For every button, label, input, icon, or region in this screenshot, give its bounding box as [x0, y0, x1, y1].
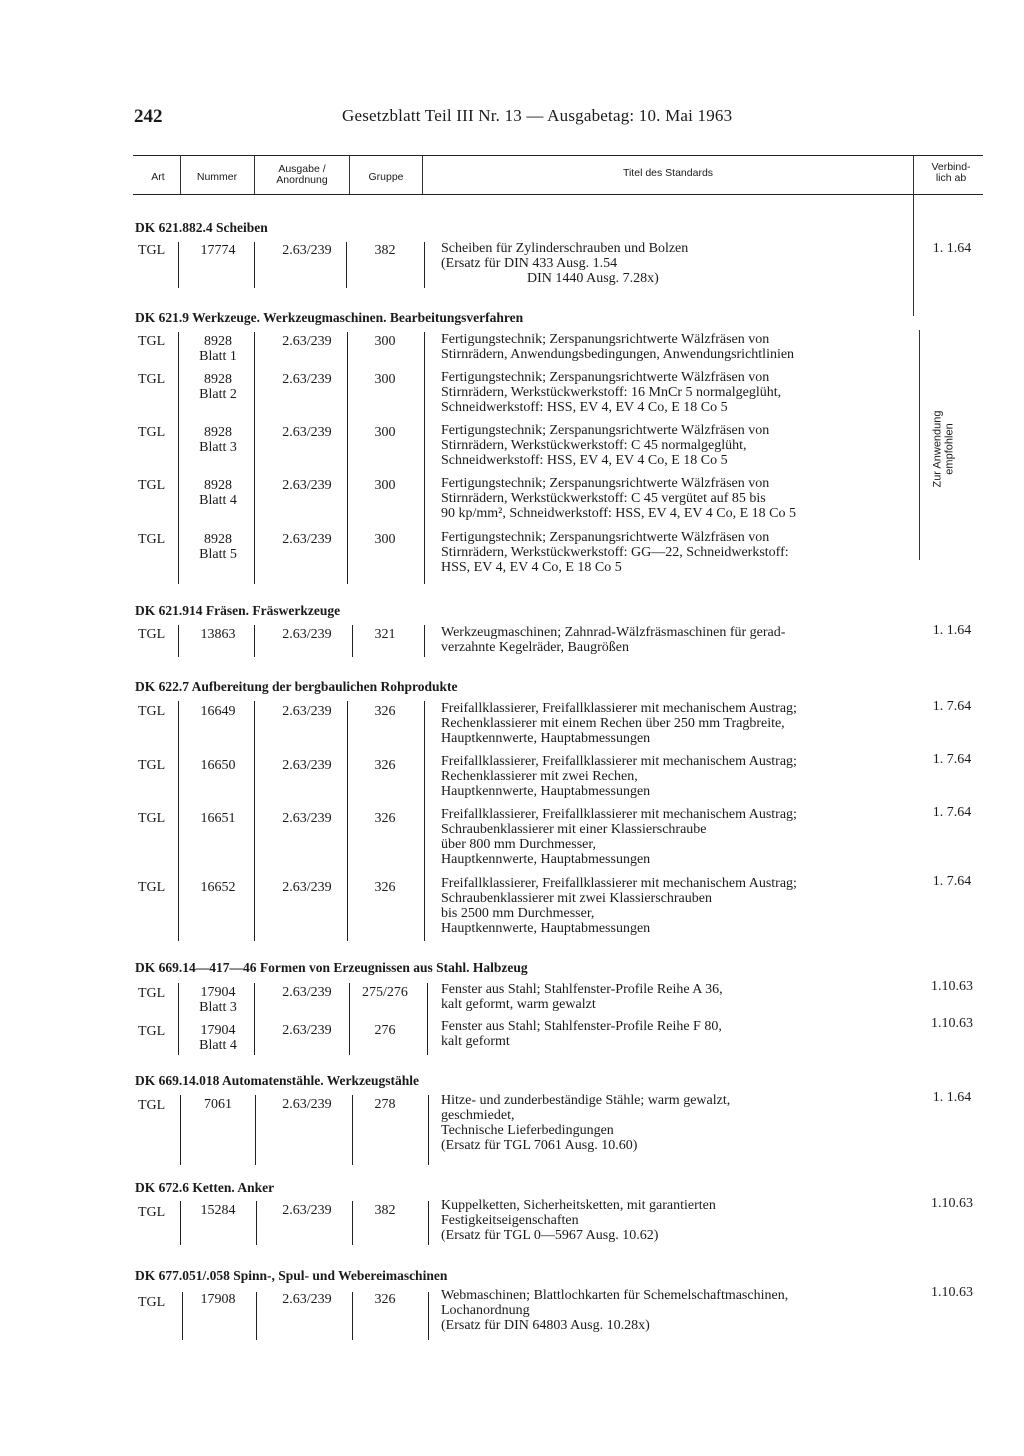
titel-line: Fenster aus Stahl; Stahlfenster-Profile Reihe F 80, [441, 1019, 722, 1034]
row-divider [352, 1095, 353, 1165]
row-divider [424, 625, 425, 657]
cell-gruppe: 382 [374, 1203, 396, 1218]
cell-verbindlich: 1. 7.64 [932, 874, 972, 889]
section-heading: DK 622.7 Aufbereitung der bergbaulichen Rohprodukte [135, 679, 458, 694]
row-divider [256, 1292, 257, 1340]
titel-line: bis 2500 mm Durchmesser, [441, 906, 595, 921]
cell-nummer: 17908 [200, 1292, 236, 1307]
titel-line: Rechenklassierer mit zwei Rechen, [441, 769, 638, 784]
cell-titel [441, 530, 789, 575]
row-divider [349, 983, 350, 1055]
titel-line: Kuppelketten, Sicherheitsketten, mit garantierten [441, 1198, 716, 1213]
titel-line: (Ersatz für TGL 7061 Ausg. 10.60) [441, 1138, 638, 1153]
titel-line: (Ersatz für DIN 433 Ausg. 1.54 [441, 256, 618, 271]
cell-ausgabe: 2.63/239 [282, 1203, 332, 1218]
cell-art: TGL [138, 880, 166, 895]
cell-ausgabe: 2.63/239 [282, 1023, 332, 1038]
nummer-line: 17904 [200, 1023, 236, 1038]
col-divider [254, 156, 255, 194]
nummer-line: 8928 [204, 532, 232, 547]
cell-art: TGL [138, 243, 166, 258]
cell-ausgabe: 2.63/239 [282, 243, 332, 258]
row-divider [424, 332, 425, 584]
cell-art: TGL [138, 334, 166, 349]
cell-nummer: 17774 [200, 243, 236, 258]
cell-ausgabe: 2.63/239 [282, 704, 332, 719]
row-divider [424, 701, 425, 941]
cell-art: TGL [138, 758, 166, 773]
titel-line: Schraubenklassierer mit zwei Klassierschrauben [441, 891, 712, 906]
row-divider [178, 242, 179, 288]
cell-verbindlich: 1. 1.64 [932, 241, 972, 256]
titel-line: Hauptkennwerte, Hauptabmessungen [441, 852, 651, 867]
side-note-line1: Zur Anwendung [931, 410, 944, 488]
row-divider [178, 625, 179, 657]
cell-nummer [182, 532, 254, 562]
row-divider [178, 701, 179, 941]
nummer-blatt: Blatt 3 [199, 440, 237, 455]
cell-verbindlich: 1. 1.64 [932, 1090, 972, 1105]
cell-gruppe: 275/276 [362, 985, 408, 1000]
side-note [924, 395, 964, 510]
row-divider [352, 1292, 353, 1340]
section-heading: DK 677.051/.058 Spinn-, Spul- und Webereimaschinen [135, 1268, 448, 1283]
cell-nummer: 16652 [200, 880, 236, 895]
cell-gruppe: 300 [374, 372, 396, 387]
cell-titel [441, 876, 797, 936]
titel-line: 90 kp/mm², Schneidwerkstoff: HSS, EV 4, EV 4 Co, E 18 Co 5 [441, 506, 796, 521]
cell-titel [441, 701, 797, 746]
cell-ausgabe: 2.63/239 [282, 758, 332, 773]
cell-titel [441, 982, 723, 1012]
row-divider [347, 332, 348, 584]
cell-gruppe: 326 [374, 704, 396, 719]
cell-titel [441, 1093, 730, 1153]
cell-nummer: 16650 [200, 758, 236, 773]
row-divider [427, 983, 428, 1055]
cell-ausgabe: 2.63/239 [282, 372, 332, 387]
nummer-blatt: Blatt 1 [199, 349, 237, 364]
titel-line: Rechenklassierer mit einem Rechen über 250 mm Tragbreite, [441, 716, 785, 731]
col-head-gruppe: Gruppe [368, 171, 404, 183]
section-heading: DK 669.14.018 Automatenstähle. Werkzeugstähle [135, 1073, 419, 1088]
cell-titel [441, 332, 794, 362]
col-head-ausgabe [256, 164, 348, 186]
titel-line: Hauptkennwerte, Hauptabmessungen [441, 921, 651, 936]
titel-line: Schraubenklassierer mit einer Klassierschraube [441, 822, 707, 837]
cell-gruppe: 326 [374, 880, 396, 895]
cell-gruppe: 326 [374, 1292, 396, 1307]
row-divider [178, 983, 179, 1055]
titel-line: Fertigungstechnik; Zerspanungsrichtwerte Wälzfräsen von [441, 370, 770, 385]
cell-nummer [182, 1023, 254, 1053]
cell-nummer: 13863 [200, 627, 236, 642]
nummer-line: 8928 [204, 425, 232, 440]
cell-titel [441, 625, 785, 655]
bracket-line [919, 330, 920, 560]
cell-nummer [182, 985, 254, 1015]
row-divider [428, 1201, 429, 1245]
titel-line: Freifallklassierer, Freifallklassierer mit mechanischem Austrag; [441, 807, 797, 822]
titel-line: kalt geformt, warm gewalzt [441, 997, 596, 1012]
cell-nummer [182, 425, 254, 455]
titel-line: Stirnrädern, Werkstückwerkstoff: 16 MnCr 5 normalgeglüht, [441, 385, 782, 400]
cell-art: TGL [138, 1098, 166, 1113]
section-heading: DK 669.14—417—46 Formen von Erzeugnissen aus Stahl. Halbzeug [135, 960, 528, 975]
col-head-verbindlich [916, 162, 986, 184]
cell-gruppe: 321 [374, 627, 396, 642]
cell-nummer: 15284 [200, 1203, 236, 1218]
col-head-ausgabe-line1: Ausgabe / [278, 163, 326, 175]
row-divider [180, 1095, 181, 1165]
table-top-rule [133, 155, 983, 156]
cell-titel [441, 423, 769, 468]
cell-ausgabe: 2.63/239 [282, 985, 332, 1000]
titel-line: Stirnrädern, Werkstückwerkstoff: C 45 vergütet auf 85 bis [441, 491, 766, 506]
cell-ausgabe: 2.63/239 [282, 811, 332, 826]
row-divider [255, 1095, 256, 1165]
row-divider [180, 1201, 181, 1245]
row-divider [178, 332, 179, 584]
cell-gruppe: 382 [374, 243, 396, 258]
cell-gruppe: 326 [374, 811, 396, 826]
cell-ausgabe: 2.63/239 [282, 880, 332, 895]
cell-nummer [182, 372, 254, 402]
row-divider [256, 1201, 257, 1245]
cell-verbindlich: 1.10.63 [931, 1285, 973, 1300]
row-divider [254, 701, 255, 941]
cell-art: TGL [138, 1205, 166, 1220]
cell-gruppe: 326 [374, 758, 396, 773]
section-heading: DK 621.882.4 Scheiben [135, 220, 268, 235]
titel-line: (Ersatz für TGL 0—5967 Ausg. 10.62) [441, 1228, 659, 1243]
nummer-line: 8928 [204, 334, 232, 349]
row-divider [254, 332, 255, 584]
titel-line: Schneidwerkstoff: HSS, EV 4, EV 4 Co, E 18 Co 5 [441, 400, 728, 415]
cell-ausgabe: 2.63/239 [282, 1292, 332, 1307]
cell-titel [441, 1288, 788, 1333]
page-number: 242 [134, 106, 163, 127]
titel-line: Schneidwerkstoff: HSS, EV 4, EV 4 Co, E 18 Co 5 [441, 453, 728, 468]
row-divider [424, 242, 425, 288]
row-divider [352, 625, 353, 657]
nummer-blatt: Blatt 2 [199, 387, 237, 402]
cell-ausgabe: 2.63/239 [282, 425, 332, 440]
col-head-verbindlich-line1: Verbind- [931, 161, 971, 173]
cell-gruppe: 300 [374, 478, 396, 493]
titel-line: Freifallklassierer, Freifallklassierer mit mechanischem Austrag; [441, 701, 797, 716]
cell-titel [441, 1198, 716, 1243]
nummer-blatt: Blatt 3 [199, 1000, 237, 1015]
cell-nummer [182, 478, 254, 508]
cell-verbindlich: 1.10.63 [931, 1016, 973, 1031]
cell-gruppe: 300 [374, 334, 396, 349]
cell-ausgabe: 2.63/239 [282, 532, 332, 547]
nummer-line: 8928 [204, 372, 232, 387]
cell-verbindlich: 1. 1.64 [932, 623, 972, 638]
cell-art: TGL [138, 1295, 166, 1310]
titel-line: Stirnrädern, Anwendungsbedingungen, Anwendungsrichtlinien [441, 347, 795, 362]
row-divider [347, 701, 348, 941]
cell-ausgabe: 2.63/239 [282, 334, 332, 349]
cell-nummer [182, 334, 254, 364]
titel-line: Scheiben für Zylinderschrauben und Bolzen [441, 241, 689, 256]
titel-line: Freifallklassierer, Freifallklassierer mit mechanischem Austrag; [441, 876, 797, 891]
cell-nummer: 16649 [200, 704, 236, 719]
cell-verbindlich: 1.10.63 [931, 979, 973, 994]
nummer-blatt: Blatt 4 [199, 493, 237, 508]
page-title: Gesetzblatt Teil III Nr. 13 — Ausgabetag: 10. Mai 1963 [342, 106, 733, 125]
table-head-rule [133, 194, 983, 195]
cell-gruppe: 278 [374, 1097, 396, 1112]
nummer-line: 17904 [200, 985, 236, 1000]
cell-ausgabe: 2.63/239 [282, 478, 332, 493]
cell-verbindlich: 1. 7.64 [932, 805, 972, 820]
titel-line: Lochanordnung [441, 1303, 530, 1318]
cell-titel [441, 476, 796, 521]
cell-art: TGL [138, 627, 166, 642]
row-divider [428, 1292, 429, 1340]
cell-ausgabe: 2.63/239 [282, 1097, 332, 1112]
row-divider [254, 625, 255, 657]
cell-verbindlich: 1. 7.64 [932, 699, 972, 714]
col-head-nummer: Nummer [196, 171, 238, 183]
cell-gruppe: 276 [374, 1023, 396, 1038]
titel-line: Werkzeugmaschinen; Zahnrad-Wälzfräsmaschinen für gerad- [441, 625, 786, 640]
cell-titel [441, 807, 797, 867]
col-head-ausgabe-line2: Anordnung [276, 174, 328, 186]
cell-gruppe: 300 [374, 532, 396, 547]
titel-line: kalt geformt [441, 1034, 510, 1049]
cell-titel [441, 370, 781, 415]
cell-ausgabe: 2.63/239 [282, 627, 332, 642]
titel-line: Freifallklassierer, Freifallklassierer mit mechanischem Austrag; [441, 754, 797, 769]
titel-line: Festigkeitseigenschaften [441, 1213, 579, 1228]
section-heading: DK 672.6 Ketten. Anker [135, 1180, 275, 1195]
titel-line: Fenster aus Stahl; Stahlfenster-Profile Reihe A 36, [441, 982, 723, 997]
titel-line: Webmaschinen; Blattlochkarten für Schemelschaftmaschinen, [441, 1288, 789, 1303]
cell-art: TGL [138, 986, 166, 1001]
row-divider [254, 242, 255, 288]
titel-line: DIN 1440 Ausg. 7.28x) [527, 271, 659, 286]
titel-line: Technische Lieferbedingungen [441, 1123, 614, 1138]
row-divider [352, 1201, 353, 1245]
col-head-art: Art [151, 171, 165, 183]
cell-titel [441, 754, 797, 799]
cell-verbindlich: 1. 7.64 [932, 752, 972, 767]
titel-line: (Ersatz für DIN 64803 Ausg. 10.28x) [441, 1318, 650, 1333]
titel-line: Fertigungstechnik; Zerspanungsrichtwerte Wälzfräsen von [441, 423, 770, 438]
cell-titel [441, 241, 688, 286]
col-head-verbindlich-line2: lich ab [935, 172, 967, 184]
row-divider [182, 1292, 183, 1340]
titel-line: Fertigungstechnik; Zerspanungsrichtwerte Wälzfräsen von [441, 530, 770, 545]
titel-line: Hauptkennwerte, Hauptabmessungen [441, 784, 651, 799]
titel-line: Stirnrädern, Werkstückwerkstoff: GG—22, Schneidwerkstoff: [441, 545, 789, 560]
cell-gruppe: 300 [374, 425, 396, 440]
cell-art: TGL [138, 532, 166, 547]
col-divider [913, 156, 914, 316]
row-divider [428, 1095, 429, 1165]
section-heading: DK 621.9 Werkzeuge. Werkzeugmaschinen. Bearbeitungsverfahren [135, 310, 524, 325]
nummer-line: 8928 [204, 478, 232, 493]
titel-line: Fertigungstechnik; Zerspanungsrichtwerte Wälzfräsen von [441, 476, 770, 491]
cell-nummer: 7061 [204, 1097, 232, 1112]
titel-line: über 800 mm Durchmesser, [441, 837, 596, 852]
titel-line: HSS, EV 4, EV 4 Co, E 18 Co 5 [441, 560, 622, 575]
cell-art: TGL [138, 372, 166, 387]
nummer-blatt: Blatt 5 [199, 547, 237, 562]
row-divider [254, 983, 255, 1055]
titel-line: Hauptkennwerte, Hauptabmessungen [441, 731, 651, 746]
titel-line: Stirnrädern, Werkstückwerkstoff: C 45 normalgeglüht, [441, 438, 747, 453]
titel-line: verzahnte Kegelräder, Baugrößen [441, 640, 629, 655]
cell-art: TGL [138, 1024, 166, 1039]
col-divider [422, 156, 423, 194]
cell-verbindlich: 1.10.63 [931, 1196, 973, 1211]
cell-nummer: 16651 [200, 811, 236, 826]
row-divider [346, 242, 347, 288]
cell-art: TGL [138, 478, 166, 493]
titel-line: Fertigungstechnik; Zerspanungsrichtwerte Wälzfräsen von [441, 332, 770, 347]
section-heading: DK 621.914 Fräsen. Fräswerkzeuge [135, 603, 341, 618]
titel-line: Hitze- und zunderbeständige Stähle; warm gewalzt, [441, 1093, 731, 1108]
side-note-line2: empfohlen [943, 423, 956, 475]
col-head-titel: Titel des Standards [622, 167, 714, 179]
cell-art: TGL [138, 704, 166, 719]
cell-art: TGL [138, 425, 166, 440]
nummer-blatt: Blatt 4 [199, 1038, 237, 1053]
titel-line: geschmiedet, [441, 1108, 515, 1123]
col-divider [180, 156, 181, 194]
cell-titel [441, 1019, 722, 1049]
col-divider [349, 156, 350, 194]
cell-art: TGL [138, 811, 166, 826]
